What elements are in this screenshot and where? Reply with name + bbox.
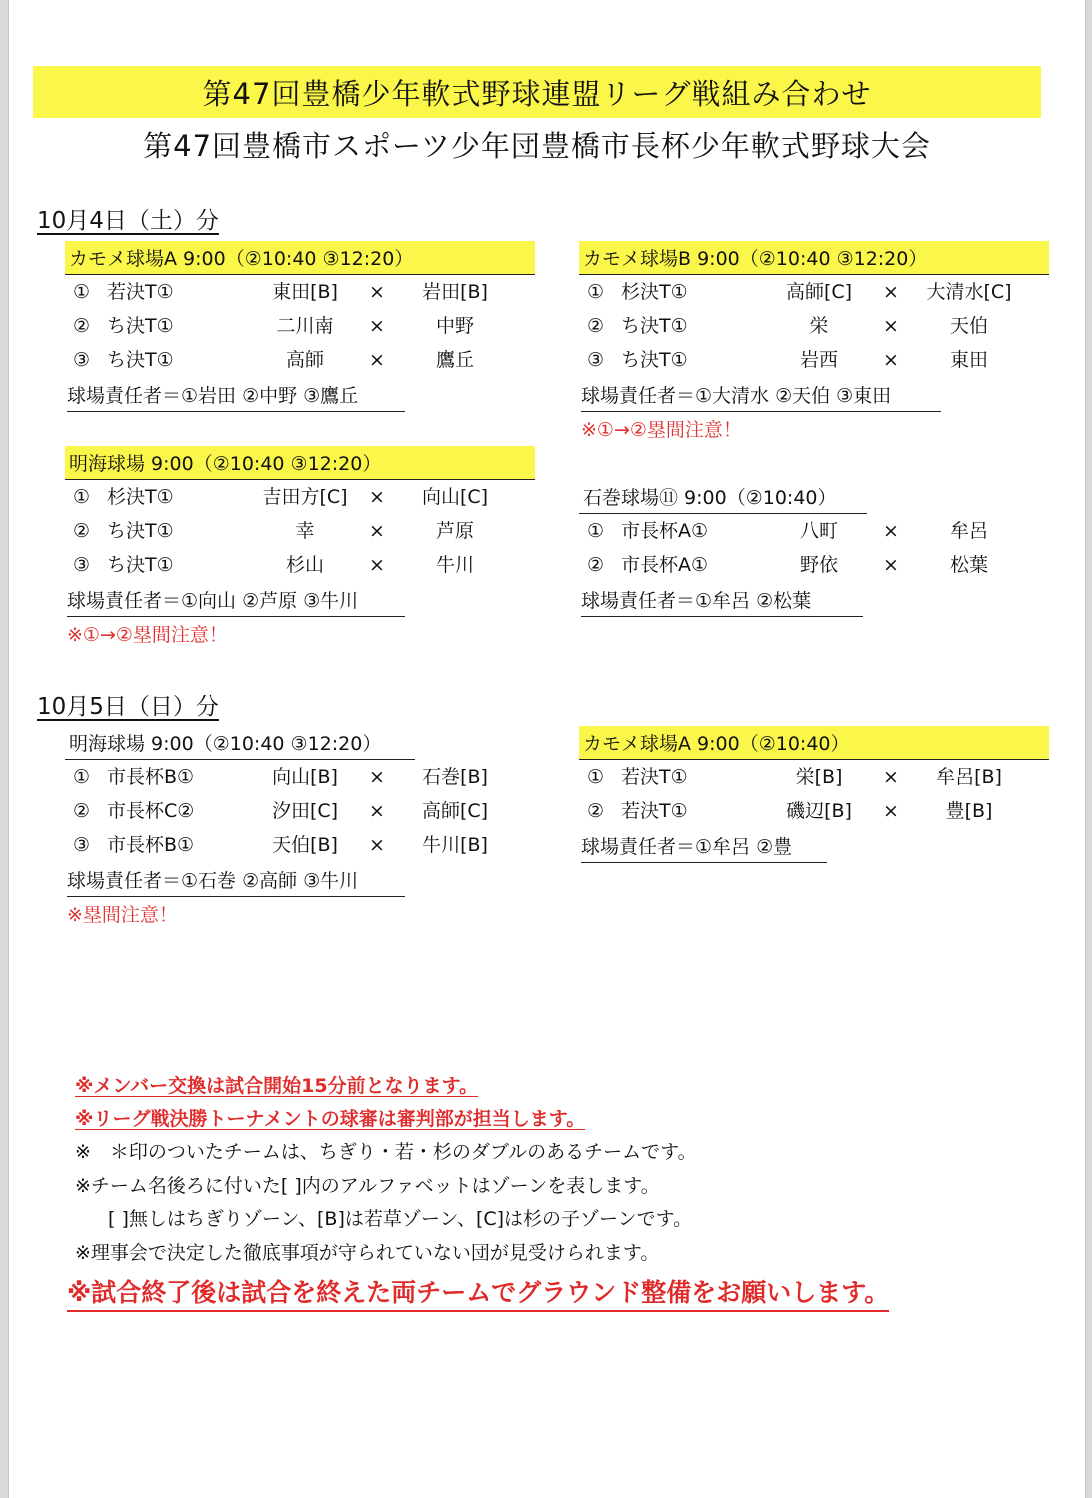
- team-away: 芦原: [435, 520, 474, 542]
- team-away: 鷹丘: [435, 349, 474, 371]
- vs-mark: ×: [369, 281, 385, 303]
- field-header: 明海球場 9:00（②10:40 ③12:20）: [65, 446, 535, 480]
- vs-mark: ×: [883, 800, 899, 822]
- team-away: 石巻[B]: [422, 766, 488, 788]
- field-responsible: 球場責任者＝①向山 ②芦原 ③牛川: [67, 586, 405, 617]
- match-round: 市長杯A①: [621, 554, 709, 576]
- match-number: ③: [73, 834, 91, 856]
- vs-mark: ×: [369, 486, 385, 508]
- field-header: カモメ球場A 9:00（②10:40 ③12:20）: [65, 241, 535, 275]
- match-row: [65, 794, 525, 828]
- base-path-warning: ※①→②塁間注意！: [67, 624, 228, 646]
- team-home: 二川南: [276, 315, 334, 337]
- match-number: ②: [73, 520, 91, 542]
- team-away: 牛川[B]: [422, 834, 488, 856]
- team-home: 杉山: [285, 554, 324, 576]
- match-round: 市長杯A①: [621, 520, 709, 542]
- match-row: [579, 309, 1039, 343]
- match-row: [65, 514, 525, 548]
- match-number: ③: [587, 349, 605, 371]
- date-heading-oct5: 10月5日（日）分: [37, 694, 219, 720]
- document-page: [8, 0, 1086, 1498]
- match-round: 市長杯B①: [107, 834, 195, 856]
- team-away: 東田: [949, 349, 988, 371]
- team-away: 天伯: [949, 315, 988, 337]
- vs-mark: ×: [883, 766, 899, 788]
- match-row: [65, 480, 525, 514]
- field-responsible: 球場責任者＝①牟呂 ②豊: [581, 832, 827, 863]
- note-member-exchange: ※メンバー交換は試合開始15分前となります。: [75, 1075, 479, 1097]
- team-away: 岩田[B]: [422, 281, 488, 303]
- match-number: ①: [587, 520, 605, 542]
- match-round: 杉決T①: [621, 281, 688, 303]
- team-home: 吉田方[C]: [262, 486, 348, 508]
- team-home: 向山[B]: [272, 766, 338, 788]
- field-responsible: 球場責任者＝①牟呂 ②松葉: [581, 586, 863, 617]
- document-title: 第47回豊橋少年軟式野球連盟リーグ戦組み合わせ: [202, 77, 872, 111]
- team-home: 栄: [809, 315, 829, 337]
- note-double-teams: ※ ＊印のついたチームは、ちぎり・若・杉のダブルのあるチームです。: [75, 1141, 697, 1163]
- field-header: 石巻球場⑪ 9:00（②10:40）: [579, 480, 867, 514]
- vs-mark: ×: [369, 834, 385, 856]
- match-number: ①: [73, 486, 91, 508]
- match-round: ち決T①: [621, 349, 688, 371]
- match-row: [65, 343, 525, 377]
- match-round: 杉決T①: [107, 486, 174, 508]
- match-row: [579, 275, 1039, 309]
- vs-mark: ×: [369, 554, 385, 576]
- field-responsible: 球場責任者＝①岩田 ②中野 ③鷹丘: [67, 381, 405, 412]
- match-round: ち決T①: [107, 349, 174, 371]
- team-away: 向山[C]: [421, 486, 489, 508]
- vs-mark: ×: [369, 349, 385, 371]
- team-home: 東田[B]: [272, 281, 338, 303]
- match-number: ②: [73, 800, 91, 822]
- date-heading-oct4: 10月4日（土）分: [37, 208, 219, 234]
- match-round: 若決T①: [107, 281, 174, 303]
- match-row: [579, 794, 1039, 828]
- team-away: 大清水[C]: [926, 281, 1012, 303]
- match-row: [579, 548, 1039, 582]
- note-board-rules: ※理事会で決定した徹底事項が守られていない団が見受けられます。: [75, 1242, 660, 1264]
- team-home: 幸: [295, 520, 315, 542]
- document-subtitle: 第47回豊橋市スポーツ少年団豊橋市長杯少年軟式野球大会: [143, 129, 931, 163]
- team-away: 松葉: [949, 554, 988, 576]
- vs-mark: ×: [369, 520, 385, 542]
- match-row: [65, 275, 525, 309]
- vs-mark: ×: [369, 315, 385, 337]
- match-round: 若決T①: [621, 800, 688, 822]
- match-row: [579, 514, 1039, 548]
- match-number: ②: [73, 315, 91, 337]
- match-row: [579, 343, 1039, 377]
- note-zone-definitions: [ ]無しはちぎりゾーン、[B]は若草ゾーン、[C]は杉の子ゾーンです。: [83, 1208, 693, 1230]
- field-responsible: 球場責任者＝①石巻 ②高師 ③牛川: [67, 866, 405, 897]
- vs-mark: ×: [369, 766, 385, 788]
- team-away: 高師[C]: [421, 800, 489, 822]
- match-round: 市長杯C②: [107, 800, 195, 822]
- match-row: [65, 760, 525, 794]
- team-away: 牟呂[B]: [936, 766, 1002, 788]
- team-home: 高師: [285, 349, 324, 371]
- match-number: ①: [73, 281, 91, 303]
- match-round: ち決T①: [107, 315, 174, 337]
- match-round: ち決T①: [107, 554, 174, 576]
- vs-mark: ×: [883, 349, 899, 371]
- team-home: 栄[B]: [795, 766, 843, 788]
- match-number: ②: [587, 800, 605, 822]
- team-home: 汐田[C]: [271, 800, 339, 822]
- match-round: 若決T①: [621, 766, 688, 788]
- match-number: ③: [73, 349, 91, 371]
- vs-mark: ×: [369, 800, 385, 822]
- match-row: [65, 828, 525, 862]
- match-round: ち決T①: [621, 315, 688, 337]
- field-header: カモメ球場A 9:00（②10:40）: [579, 726, 1049, 760]
- vs-mark: ×: [883, 554, 899, 576]
- match-number: ①: [73, 766, 91, 788]
- note-umpire: ※リーグ戦決勝トーナメントの球審は審判部が担当します。: [75, 1108, 586, 1130]
- team-home: 磯辺[B]: [786, 800, 852, 822]
- team-away: 牟呂: [949, 520, 988, 542]
- note-zone-letters: ※チーム名後ろに付いた[ ]内のアルファベットはゾーンを表します。: [75, 1175, 660, 1197]
- match-number: ②: [587, 554, 605, 576]
- vs-mark: ×: [883, 281, 899, 303]
- base-path-warning: ※塁間注意！: [67, 904, 178, 926]
- match-round: 市長杯B①: [107, 766, 195, 788]
- match-number: ①: [587, 281, 605, 303]
- team-home: 高師[C]: [785, 281, 853, 303]
- vs-mark: ×: [883, 315, 899, 337]
- field-header: 明海球場 9:00（②10:40 ③12:20）: [65, 726, 415, 760]
- team-home: 八町: [799, 520, 838, 542]
- team-home: 岩西: [799, 349, 838, 371]
- match-number: ③: [73, 554, 91, 576]
- team-home: 天伯[B]: [272, 834, 338, 856]
- vs-mark: ×: [883, 520, 899, 542]
- match-number: ②: [587, 315, 605, 337]
- match-row: [579, 760, 1039, 794]
- match-row: [65, 309, 525, 343]
- team-home: 野依: [799, 554, 838, 576]
- team-away: 中野: [435, 315, 474, 337]
- base-path-warning: ※①→②塁間注意！: [581, 419, 742, 441]
- match-round: ち決T①: [107, 520, 174, 542]
- team-away: 豊[B]: [945, 800, 993, 822]
- match-number: ①: [587, 766, 605, 788]
- field-header: カモメ球場B 9:00（②10:40 ③12:20）: [579, 241, 1049, 275]
- note-ground-maintenance: ※試合終了後は試合を終えた両チームでグラウンド整備をお願いします。: [67, 1276, 889, 1312]
- team-away: 牛川: [435, 554, 474, 576]
- match-row: [65, 548, 525, 582]
- field-responsible: 球場責任者＝①大清水 ②天伯 ③東田: [581, 381, 941, 412]
